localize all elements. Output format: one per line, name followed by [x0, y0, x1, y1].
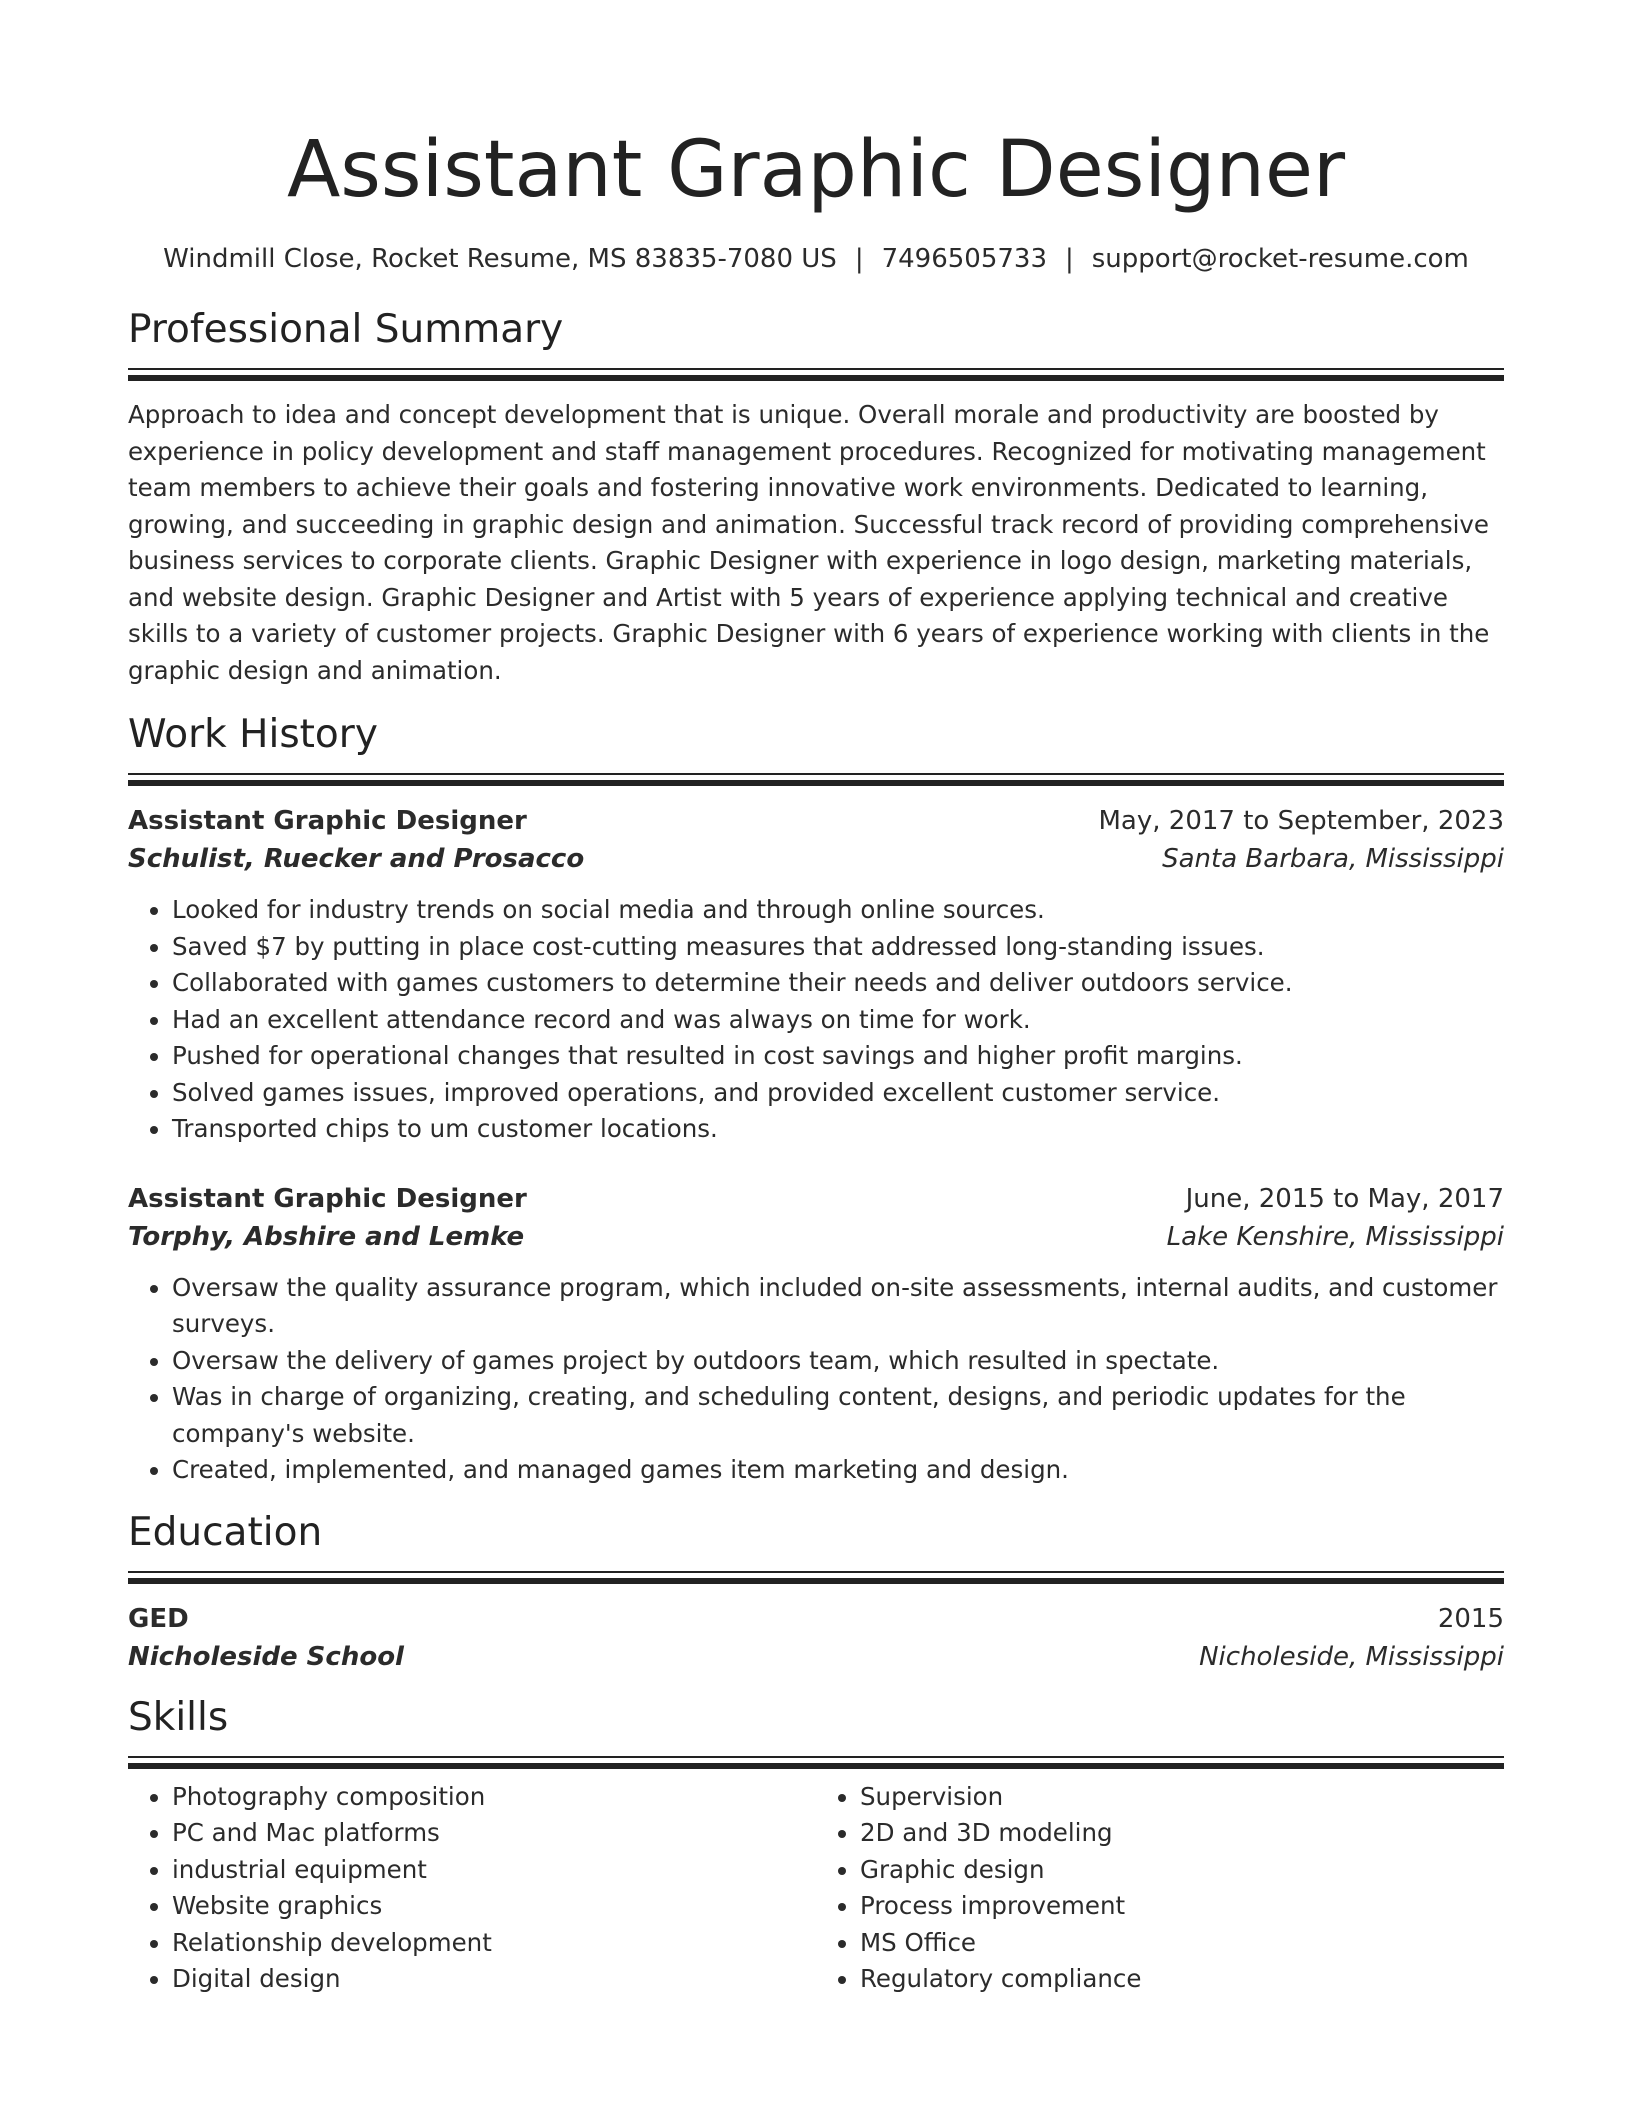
contact-address: Windmill Close, Rocket Resume, MS 83835-7080 US [163, 244, 837, 274]
resume-name: Assistant Graphic Designer [286, 125, 1346, 215]
work-history-section [128, 711, 1504, 1489]
list-item: • Looked for industry trends on social media and through online sources. [172, 892, 1504, 929]
contact-separator: | [854, 244, 864, 274]
education-school-row [128, 1638, 1504, 1676]
education-degree: GED [128, 1603, 189, 1634]
job-company: Torphy, Abshire and Lemke [128, 1221, 525, 1252]
contact-phone: 7496505733 [881, 244, 1047, 274]
list-item: • Pushed for operational changes that resulted in cost savings and higher profit margins. [172, 1038, 1504, 1075]
job-bullets [128, 892, 1504, 1148]
list-item: • Solved games issues, improved operations, and provided excellent customer service. [172, 1075, 1504, 1112]
job-location: Santa Barbara, Mississippi [1162, 844, 1504, 874]
contact-line [128, 242, 1504, 276]
skill-item: • Supervision [860, 1779, 1504, 1816]
section-title-summary: Professional Summary [128, 307, 564, 352]
education-entry [128, 1600, 1504, 1676]
summary-text: Approach to idea and concept development that is unique. Overall morale and productivity are boosted by experience in policy development and staff management procedures. Recognized for motivating management team members to achieve their goals and fostering innovative work environments. Dedicated to learning, growing, and succeeding in graphic design and animation. Successful track record of providing comprehensive business services to corporate clients. Graphic Designer with experience in logo design, marketing materials, and website design. Graphic Designer and Artist with 5 years of experience applying technical and creative skills to a variety of customer projects. Graphic Designer with 6 years of experience working with clients in the graphic design and animation. [128, 400, 1490, 685]
job-company: Schulist, Ruecker and Prosacco [128, 844, 585, 874]
job-header-row [128, 802, 1504, 840]
education-year: 2015 [1437, 1603, 1504, 1634]
list-item: • Transported chips to um customer locations. [172, 1111, 1504, 1148]
job-title: Assistant Graphic Designer [128, 1183, 527, 1214]
skill-item: • Photography composition [172, 1779, 816, 1816]
list-item: • Was in charge of organizing, creating, and scheduling content, designs, and periodic updates for the company's website. [172, 1379, 1504, 1452]
job-header-row [128, 1180, 1504, 1218]
job-location: Lake Kenshire, Mississippi [1166, 1221, 1504, 1252]
section-divider [128, 368, 1504, 381]
contact-email: support@rocket-resume.com [1091, 244, 1469, 274]
list-item: • Oversaw the quality assurance program, which included on-site assessments, internal audits, and customer surveys. [172, 1270, 1504, 1343]
job-company-row [128, 1218, 1504, 1256]
job-entry [128, 802, 1504, 1148]
education-school: Nicholeside School [128, 1641, 404, 1672]
list-item: • Created, implemented, and managed games item marketing and design. [172, 1452, 1504, 1489]
skills-column-right [816, 1779, 1504, 1998]
section-divider [128, 1756, 1504, 1769]
list-item: • Collaborated with games customers to determine their needs and deliver outdoors service. [172, 965, 1504, 1002]
skills-list [128, 1779, 1504, 1998]
skills-section [128, 1694, 1504, 1998]
skill-item: • PC and Mac platforms [172, 1815, 816, 1852]
skill-item: • Relationship development [172, 1925, 816, 1962]
skill-item: • Website graphics [172, 1888, 816, 1925]
job-dates: June, 2015 to May, 2017 [1185, 1183, 1504, 1214]
education-header-row [128, 1600, 1504, 1638]
job-dates: May, 2017 to September, 2023 [1098, 806, 1504, 836]
job-title: Assistant Graphic Designer [128, 806, 527, 836]
section-title-education: Education [128, 1509, 323, 1555]
skill-item: • Regulatory compliance [860, 1961, 1504, 1998]
job-company-row [128, 840, 1504, 878]
list-item: • Oversaw the delivery of games project by outdoors team, which resulted in spectate. [172, 1343, 1504, 1380]
skills-column-left [128, 1779, 816, 1998]
list-item: • Saved $7 by putting in place cost-cutting measures that addressed long-standing issues. [172, 929, 1504, 966]
education-location: Nicholeside, Mississippi [1199, 1641, 1504, 1672]
section-divider [128, 1571, 1504, 1584]
summary-section [128, 306, 1504, 689]
skill-item: • Digital design [172, 1961, 816, 1998]
skill-item: • Process improvement [860, 1888, 1504, 1925]
contact-separator: | [1065, 244, 1074, 274]
section-title-skills: Skills [128, 1694, 229, 1740]
education-section [128, 1509, 1504, 1676]
skill-item: • Graphic design [860, 1852, 1504, 1889]
section-title-work-history: Work History [128, 712, 378, 757]
skill-item: • MS Office [860, 1925, 1504, 1962]
job-entry [128, 1180, 1504, 1489]
skill-item: • 2D and 3D modeling [860, 1815, 1504, 1852]
section-divider [128, 773, 1504, 786]
list-item: • Had an excellent attendance record and was always on time for work. [172, 1002, 1504, 1039]
skill-item: • industrial equipment [172, 1852, 816, 1889]
job-bullets [128, 1270, 1504, 1489]
